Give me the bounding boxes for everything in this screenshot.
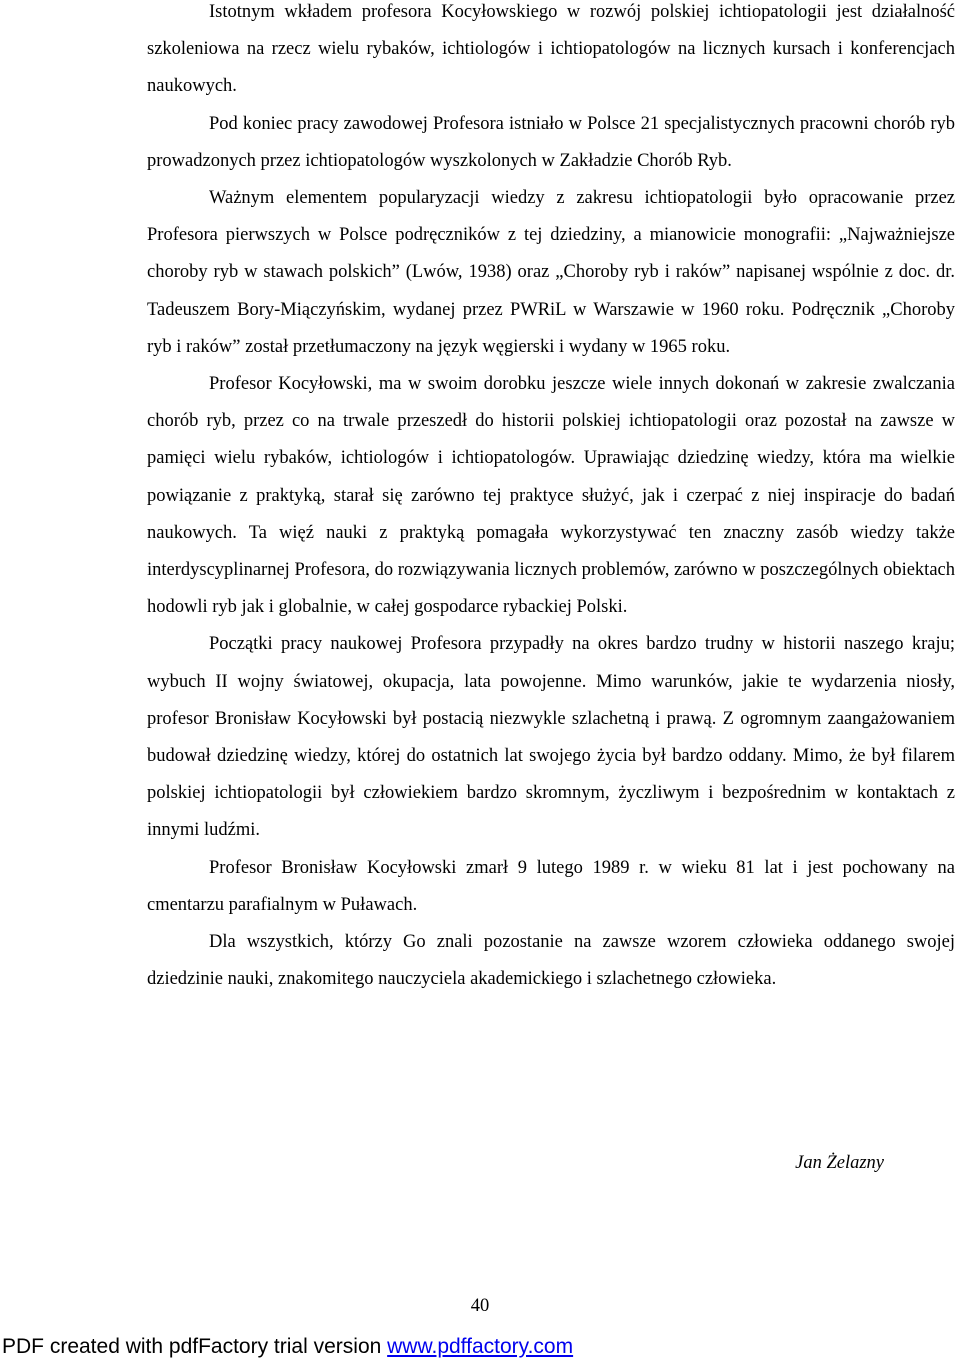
paragraph-1: Istotnym wkładem profesora Kocyłowskiego w rozwój polskiej ichtiopatologii jest działalność szkoleniowa na rzecz wielu rybaków, ichtiologów i ichtiopatologów na licznych kursach i konferencjach naukowych. [147,2,955,97]
paragraph-3: Ważnym elementem popularyzacji wiedzy z zakresu ichtiopatologii było opracowanie przez Profesora pierwszych w Polsce podręczników z tej dziedziny, a mianowicie monografii: „Najważniejsze choroby ryb w stawach polskich” (Lwów, 1938) oraz „Choroby ryb i raków” napisanej wspólnie z doc. dr. Tadeuszem Bory-Miączyńskim, wydanej przez PWRiL w Warszawie w 1960 roku. Podręcznik „Choroby ryb i raków” został przetłumaczony na język węgierski i wydany w 1965 roku. [147,188,955,357]
footer-link[interactable]: www.pdffactory.com [387,1335,574,1358]
paragraph-4: Profesor Kocyłowski, ma w swoim dorobku jeszcze wiele innych dokonań w zakresie zwalczania chorób ryb, przez co na trwale przeszedł do historii polskiej ichtiopatologii oraz pozostał na zawsze w pamięci wielu rybaków, ichtiologów i ichtiopatologów. Uprawiając dziedzinę wiedzy, która ma wielkie powiązanie z praktyką, starał się zarówno tej praktyce służyć, jak i czerpać z niej inspiracje do badań naukowych. Ta więź nauki z praktyką pomagała wykorzystywać ten znaczny zasób wiedzy także interdyscyplinarnej Profesora, do rozwiązywania licznych problemów, zarówno w poszczególnych obiektach hodowli ryb jak i globalnie, w całej gospodarce rybackiej Polski. [147,374,955,618]
page-number: 40 [470,1296,490,1316]
paragraph-6: Profesor Bronisław Kocyłowski zmarł 9 lutego 1989 r. w wieku 81 lat i jest pochowany na cmentarzu parafialnym w Puławach. [147,857,955,915]
author-signature: Jan Żelazny [795,1153,884,1173]
pdf-footer [2,1333,573,1361]
paragraph-2: Pod koniec pracy zawodowej Profesora istniało w Polsce 21 specjalistycznych pracowni chorób ryb prowadzonych przez ichtiopatologów wyszkolonych w Zakładzie Chorób Ryb. [147,113,955,171]
paragraph-7: Dla wszystkich, którzy Go znali pozostanie na zawsze wzorem człowieka oddanego swojej dziedzinie nauki, znakomitego nauczyciela akademickiego i szlachetnego człowieka. [147,932,955,990]
article-body [147,0,955,998]
footer-text: PDF created with pdfFactory trial version [2,1335,388,1358]
paragraph-5: Początki pracy naukowej Profesora przypadły na okres bardzo trudny w historii naszego kraju; wybuch II wojny światowej, okupacja, lata powojenne. Mimo warunków, jakie te wydarzenia niosły, profesor Bronisław Kocyłowski był postacią niezwykle szlachetną i prawą. Z ogromnym zaangażowaniem budował dziedzinę wiedzy, której do ostatnich lat swojego życia był bardzo oddany. Mimo, że był filarem polskiej ichtiopatologii był człowiekiem bardzo skromnym, życzliwym i bezpośrednim w kontaktach z innymi ludźmi. [147,634,955,841]
